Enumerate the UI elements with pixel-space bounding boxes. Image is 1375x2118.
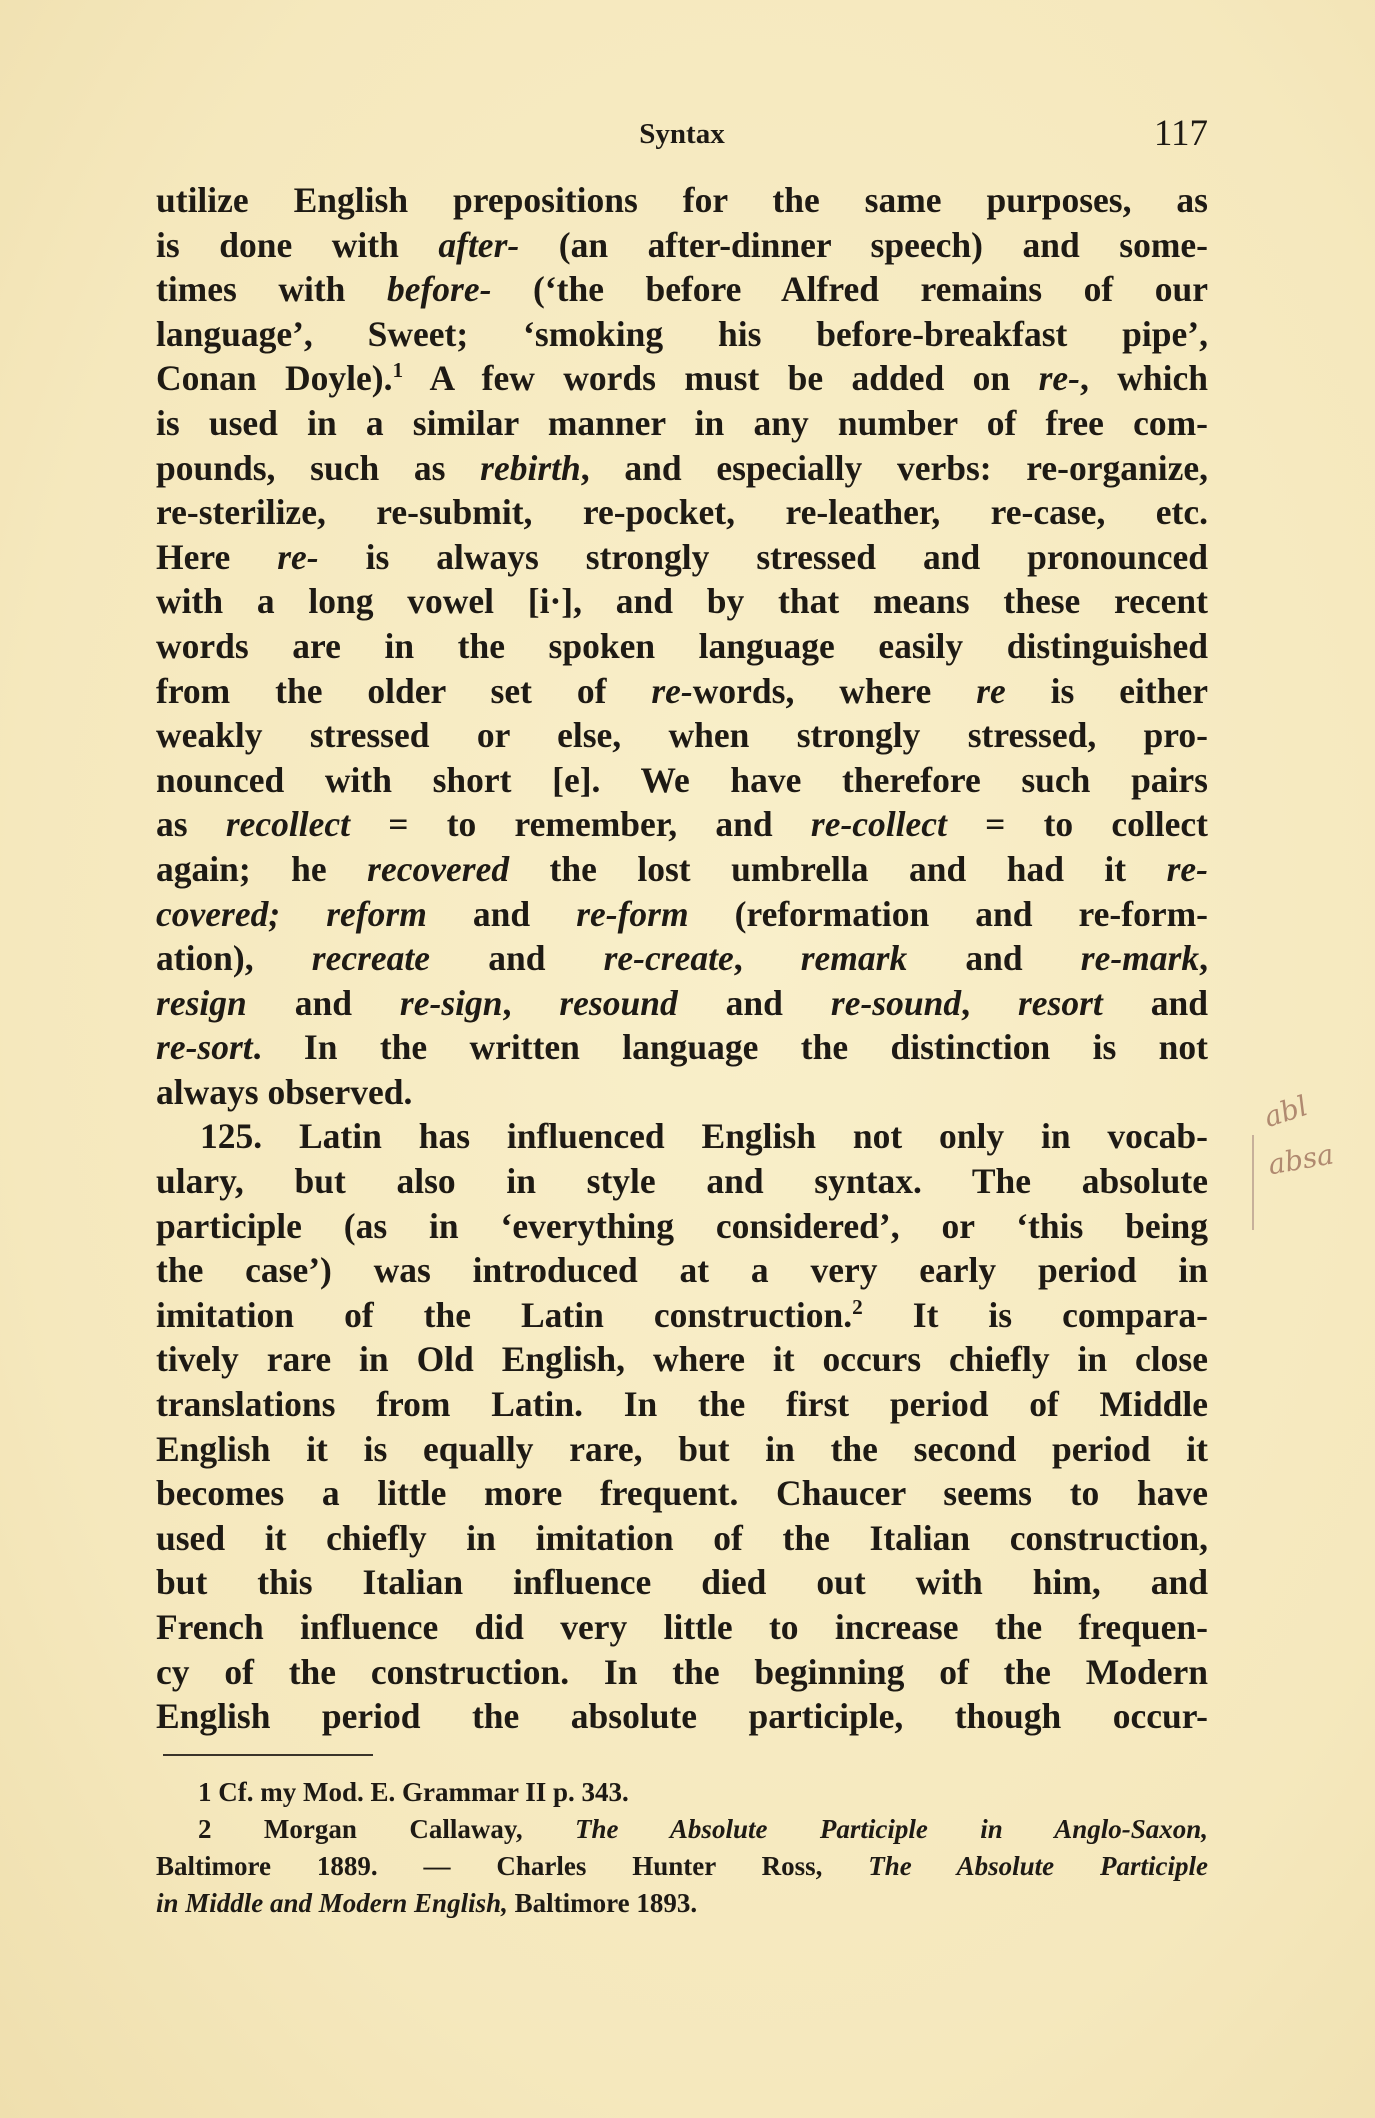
text-line: becomes a little more frequent. Chaucer seems to have [156, 1473, 1208, 1514]
text-line: resign and re-sign, resound and re-sound, resort and [156, 982, 1208, 1023]
text-line: Here re- is always strongly stressed and pronounced [156, 536, 1208, 577]
text-line: re-sterilize, re-submit, re-pocket, re-leather, re-case, etc. [156, 492, 1208, 533]
text-line: language’, Sweet; ‘smoking his before-breakfast pipe’, [156, 313, 1208, 354]
marginalia-line-1: abl [1259, 1089, 1312, 1134]
text-line: cy of the construction. In the beginning of the Modern [156, 1651, 1208, 1692]
text-line: ulary, but also in style and syntax. The absolute [156, 1161, 1208, 1202]
text-line: used it chiefly in imitation of the Italian construction, [156, 1517, 1208, 1558]
footnotes [156, 1774, 1208, 1922]
handwritten-marginalia [1250, 1089, 1365, 1235]
text-line: words are in the spoken language easily distinguished [156, 625, 1208, 666]
text-line: ation), recreate and re-create, remark and re-mark, [156, 938, 1208, 979]
text-line: nounced with short [e]. We have therefore such pairs [156, 759, 1208, 800]
footnote-line: 2 Morgan Callaway, The Absolute Participle in Anglo-Saxon, [198, 1814, 1208, 1844]
text-line: translations from Latin. In the first period of Middle [156, 1384, 1208, 1425]
text-line: imitation of the Latin construction.$^2$ It is compara- [156, 1294, 1209, 1335]
margin-bracket [1252, 1135, 1254, 1230]
text-line: covered; reform and re-form (reformation and re-form- [156, 893, 1208, 934]
body-text [156, 178, 1208, 1739]
text-line: from the older set of re-words, where re is either [156, 670, 1208, 711]
text-line: English period the absolute participle, though occur- [156, 1696, 1208, 1737]
text-line: always observed. [156, 1071, 413, 1112]
text-line: is done with after- (an after-dinner speech) and some- [156, 224, 1208, 265]
page-number: 117 [1153, 113, 1208, 154]
text-line: re-sort. In the written language the distinction is not [156, 1027, 1208, 1068]
text-line: pounds, such as rebirth, and especially verbs: re-organize, [156, 447, 1208, 488]
text-line: English it is equally rare, but in the second period it [156, 1428, 1208, 1469]
text-line: weakly stressed or else, when strongly stressed, pro- [156, 715, 1208, 756]
page-header [156, 112, 1208, 162]
text-line: is used in a similar manner in any number of free com- [156, 402, 1208, 443]
text-line: times with before- (‘the before Alfred remains of our [156, 269, 1208, 310]
text-line: but this Italian influence died out with him, and [156, 1562, 1208, 1603]
footnote-line: Baltimore 1889. — Charles Hunter Ross, The Absolute Participle [156, 1851, 1209, 1881]
footnote-line: in Middle and Modern English, Baltimore 1893. [156, 1888, 698, 1918]
text-line: utilize English prepositions for the same purposes, as [156, 180, 1208, 220]
text-line: as recollect = to remember, and re-collect = to collect [156, 804, 1208, 845]
text-line: 125. Latin has influenced English not only in vocab- [200, 1116, 1208, 1157]
text-line: participle (as in ‘everything considered’, or ‘this being [156, 1205, 1208, 1246]
running-head: Syntax [639, 118, 725, 150]
footnote-rule [163, 1754, 373, 1756]
text-line: Conan Doyle).$^1$ A few words must be added on re-, which [156, 358, 1208, 399]
text-line: the case’) was introduced at a very early period in [156, 1250, 1208, 1291]
text-line: French influence did very little to increase the frequen- [156, 1607, 1208, 1647]
marginalia-line-2: absa [1265, 1137, 1337, 1182]
text-line: with a long vowel [i·], and by that means these recent [156, 581, 1208, 622]
text-line: tively rare in Old English, where it occurs chiefly in close [156, 1339, 1208, 1380]
text-line: again; he recovered the lost umbrella and had it re- [156, 848, 1208, 889]
footnote-line: 1 Cf. my Mod. E. Grammar II p. 343. [198, 1777, 629, 1807]
